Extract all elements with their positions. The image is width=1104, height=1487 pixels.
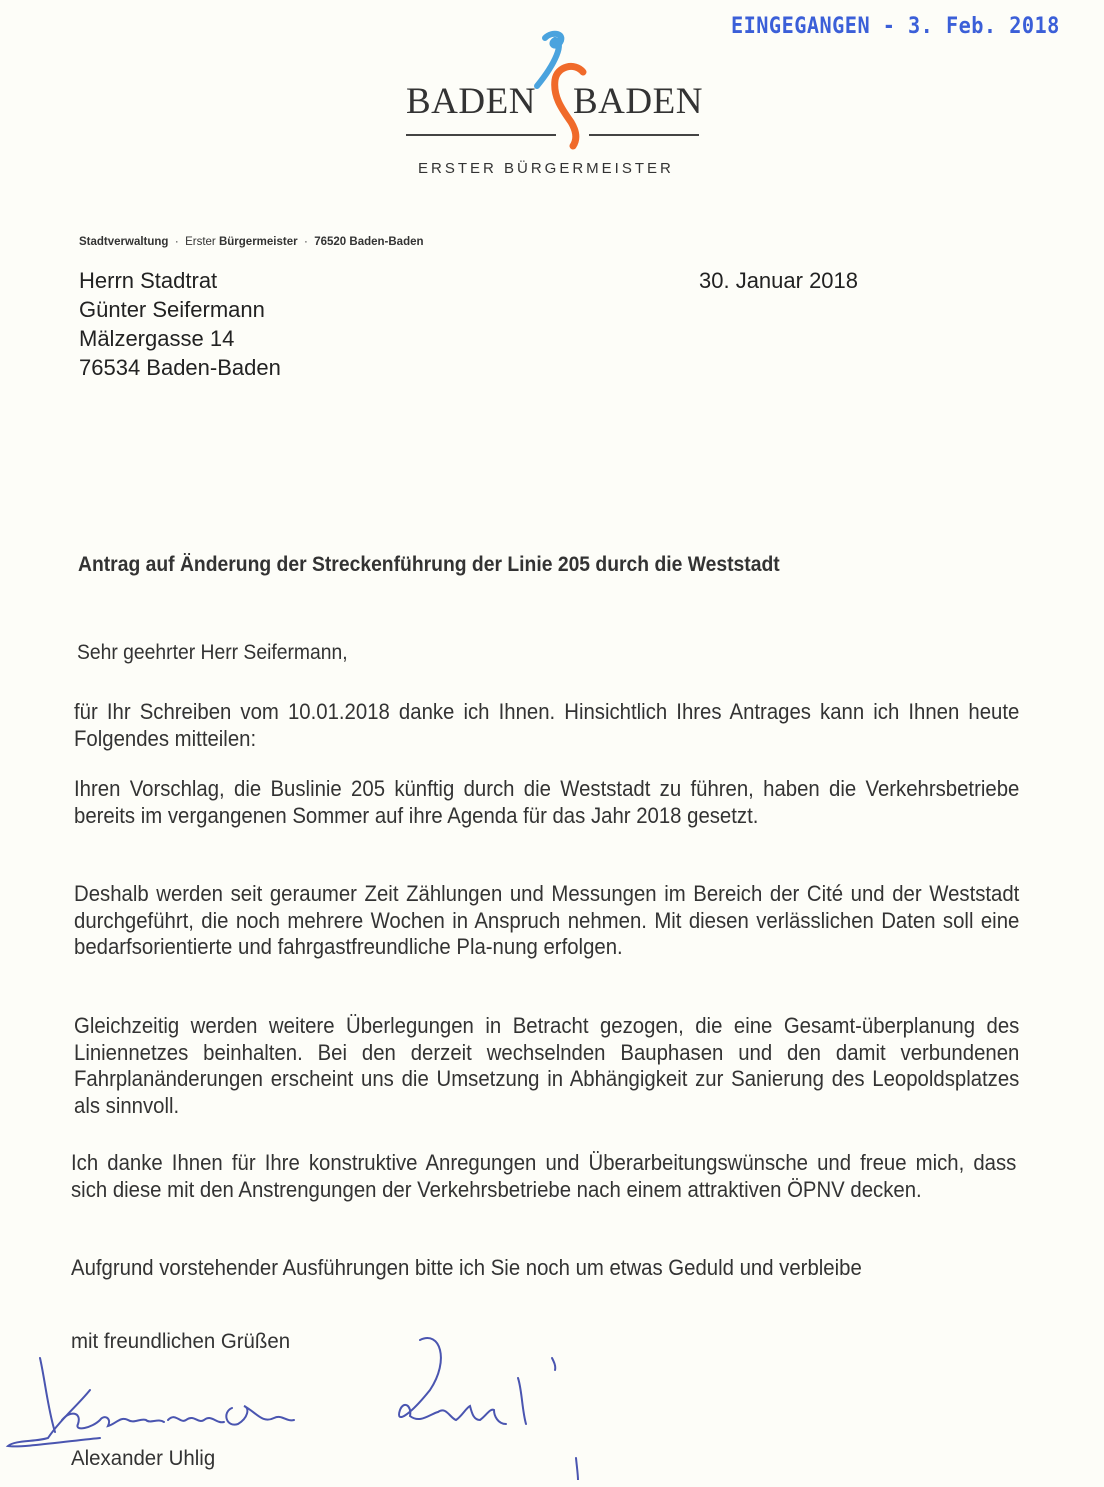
recipient-line: Günter Seifermann [79, 297, 265, 322]
signer-name: Alexander Uhlig [71, 1446, 216, 1470]
salutation: Sehr geehrter Herr Seifermann, [77, 641, 348, 664]
body-paragraph: Ich danke Ihnen für Ihre konstruktive Anregungen und Überarbeitungswünsche und freue mich, dass sich diese mit den Anstrengungen der Verkehrsbetriebe nach einem attraktiven ÖPNV decken. [71, 1150, 1017, 1202]
letterhead-subtitle: ERSTER BÜRGERMEISTER [418, 160, 674, 177]
received-stamp: EINGEGANGEN - 3. Feb. 2018 [731, 14, 1060, 39]
sender-sep: · [303, 236, 308, 248]
sender-address: 76520 Baden-Baden [314, 236, 424, 248]
logo-word-left: BADEN [406, 81, 536, 122]
body-paragraph: für Ihr Schreiben vom 10.01.2018 danke ich Ihnen. Hinsichtlich Ihres Antrages kann ich Ihnen heute Folgendes mitteilen: [74, 699, 1020, 751]
letter-subject: Antrag auf Änderung der Streckenführung der Linie 205 durch die Weststadt [78, 553, 780, 576]
logo-rule-right [589, 134, 699, 136]
sender-return-line [79, 236, 424, 248]
body-paragraph: Gleichzeitig werden weitere Überlegungen in Betracht gezogen, die eine Gesamt-überplanung des Liniennetzes beinhalten. Bei den derzeit wechselnden Bauphasen und den damit verbundenen Fahrplanänderungen erscheint uns die Umsetzung in Abhängigkeit zur Sanierung des Leopoldsplatzes als sinnvoll. [74, 1013, 1020, 1118]
sender-title-prefix: Erster [185, 236, 216, 248]
recipient-line: 76534 Baden-Baden [79, 355, 281, 380]
sender-sep: · [174, 236, 179, 248]
letter-date: 30. Januar 2018 [699, 268, 859, 293]
sender-org: Stadtverwaltung [79, 236, 169, 248]
recipient-line: Mälzergasse 14 [79, 326, 235, 351]
body-paragraph: Deshalb werden seit geraumer Zeit Zählungen und Messungen im Bereich der Cité und der Weststadt durchgeführt, die noch mehrere Wochen in Anspruch nehmen. Mit diesen verlässlichen Daten soll eine bedarfsorientierte und fahrgastfreundliche Pla-nung erfolgen. [74, 881, 1020, 959]
recipient-address [79, 266, 281, 382]
recipient-line: Herrn Stadtrat [79, 268, 218, 293]
closing-phrase: mit freundlichen Grüßen [71, 1329, 291, 1353]
sender-title: Bürgermeister [218, 236, 298, 248]
body-paragraph: Ihren Vorschlag, die Buslinie 205 künftig durch die Weststadt zu führen, haben die Verkehrsbetriebe bereits im vergangenen Sommer auf ihre Agenda für das Jahr 2018 gesetzt. [74, 776, 1020, 828]
body-paragraph: Aufgrund vorstehender Ausführungen bitte ich Sie noch um etwas Geduld und verbleibe [71, 1255, 862, 1280]
logo-rule-left [406, 134, 556, 136]
logo-word-right: BADEN [573, 81, 703, 122]
